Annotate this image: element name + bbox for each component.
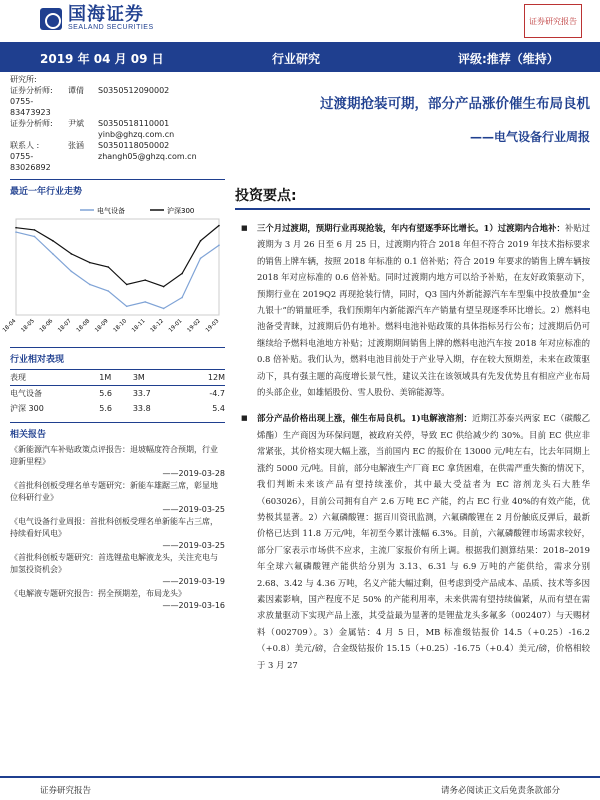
contact-row bbox=[10, 129, 225, 140]
perf-header-row bbox=[10, 370, 225, 386]
perf-row bbox=[10, 386, 225, 402]
perf-cell: 33.8 bbox=[132, 404, 151, 413]
main-content bbox=[235, 74, 590, 673]
perf-header-cell: 12M bbox=[180, 370, 225, 386]
contact-name bbox=[68, 151, 98, 173]
series-line bbox=[16, 232, 219, 308]
x-tick-label: 18-12 bbox=[149, 318, 166, 334]
company-logo bbox=[40, 6, 154, 31]
perf-cell: 33.7 bbox=[132, 389, 151, 398]
perf-cell: -4.7 bbox=[209, 389, 225, 398]
perf-cell: 5.6 bbox=[99, 389, 112, 398]
x-tick-label: 18-05 bbox=[20, 318, 36, 334]
legend-label: 电气设备 bbox=[97, 207, 125, 215]
related-report-date: ——2019-03-19 bbox=[162, 577, 225, 586]
contact-row bbox=[10, 85, 225, 96]
data-point bbox=[34, 229, 36, 231]
contact-row bbox=[10, 96, 225, 118]
x-tick-label: 18-10 bbox=[112, 318, 129, 334]
key-points-heading: 投资要点: bbox=[235, 185, 590, 210]
related-report-item[interactable] bbox=[10, 552, 225, 588]
x-tick-label: 18-06 bbox=[38, 318, 55, 334]
x-tick-label: 18-11 bbox=[131, 318, 147, 334]
data-point bbox=[107, 266, 109, 268]
footer-left: 证券研究报告 bbox=[40, 786, 92, 796]
related-report-title: 《新能源汽车补贴政策点评报告：退坡幅度符合预期，行业迎新里程》 bbox=[10, 445, 218, 466]
contact-name: 谭倩 bbox=[68, 86, 84, 95]
contact-name: 张涵 bbox=[68, 141, 84, 150]
data-point bbox=[163, 308, 165, 310]
contact-row bbox=[10, 74, 225, 85]
related-report-item[interactable] bbox=[10, 516, 225, 552]
related-report-title: 《电解液专题研究报告：拐全预期差，布局龙头》 bbox=[10, 589, 186, 598]
data-point bbox=[52, 253, 54, 255]
data-point bbox=[15, 227, 17, 229]
perf-header-cell: 1M bbox=[99, 370, 133, 386]
perf-row bbox=[10, 401, 225, 416]
related-report-item[interactable] bbox=[10, 444, 225, 480]
stamp-text: 证券研究报告 bbox=[529, 17, 577, 26]
divider bbox=[10, 422, 225, 423]
related-report-date: ——2019-03-25 bbox=[162, 505, 225, 514]
contact-role bbox=[10, 129, 68, 140]
related-title: 相关报告 bbox=[10, 430, 47, 440]
perf-cell: 5.6 bbox=[99, 404, 112, 413]
page-footer bbox=[0, 776, 600, 800]
related-report-date: ——2019-03-28 bbox=[162, 469, 225, 478]
perf-cell: 电气设备 bbox=[10, 389, 42, 398]
related-report-title: 《电气设备行业周报：首批科创板受理名单新能车占三席，持续看好风电》 bbox=[10, 517, 218, 538]
company-name-en: SEALAND SECURITIES bbox=[68, 24, 154, 31]
data-point bbox=[107, 290, 109, 292]
footer-right: 请务必阅读正文后免责条款部分 bbox=[440, 786, 560, 796]
company-name-cn: 国海证券 bbox=[68, 4, 144, 25]
data-point bbox=[126, 305, 128, 307]
legend-label: 沪深300 bbox=[167, 207, 195, 215]
related-report-item[interactable] bbox=[10, 588, 225, 612]
data-point bbox=[163, 286, 165, 288]
perf-cell: 5.4 bbox=[212, 404, 225, 413]
perf-header-cell: 表现 bbox=[10, 370, 99, 386]
bullet-text: 近期江苏泰兴两家 EC（碳酸乙烯酯）生产商因为环保问题，被政府关停，导致 EC 供给减少约 30%。目前 EC 供应非常紧张，其价格实现大幅上涨，当前国内 EC 的报价在 13000 元/吨左右，比去年同期上涨约 5000 元/吨。目前，部分电解液生产厂商 EC 拿货困难，在供需严重失衡的情况下，我们判断未来该产品有望持续涨价，其中最大受益者为 EC 溶剂龙头石大胜华（603026），目前公司拥有自产 2.6 万吨 EC 产能，约占 EC 行业 40%的有效产能，优势极其显著。2）六氟磷酸锂：据百川资讯监测，六氟磷酸锂在 2 月份触底反弹后，最新价格已达到 11.8 万元/吨，年初至今累计涨幅 6.3%。目前，六氟磷酸锂市场需求较好，部分厂家表示市场供不应求，主流厂家报价有所上调。根据我们测算结果：2018–2019 年全球六氟磷酸锂产能供给分别为 3.13、6.31 与 6.9 万吨的产能供给，需求分别 2.68、3.42 与 4.36 万吨，名义产能大幅过剩，但考虑到受产品成本、品质、技术等多因素因素影响，国产程度不足 50% 的产能利用率，未来供需有望持续偏紧，从而有望在需求放量驱动下实现产品上涨，其受益最为显著的是锂盐龙头多氟多（002407）与天赐材料（002709）。3）金属钴：4 月 5 日，MB 标准级钴报价 14.5（+0.25）-16.2（+0.8）美元/磅，合金级钴报价 15.15（+0.25）-16.75（+0.4）美元/磅，价格相较于 3 月 27 bbox=[257, 413, 590, 670]
contacts-block bbox=[10, 74, 225, 173]
related-report-title: 《首批科创板专题研究：首选锂盐电解液龙头，关注充电与加氢投资机会》 bbox=[10, 553, 218, 574]
perf-title: 行业相对表现 bbox=[10, 355, 65, 365]
perf-table bbox=[10, 369, 225, 416]
left-sidebar bbox=[1, 74, 225, 612]
contact-name bbox=[68, 74, 98, 85]
data-point bbox=[15, 231, 17, 233]
x-tick-label: 18-07 bbox=[57, 318, 73, 334]
key-point-bullet bbox=[235, 220, 590, 400]
data-point bbox=[71, 271, 73, 273]
plot-frame bbox=[16, 219, 219, 315]
logo-mark-icon bbox=[40, 8, 62, 30]
contact-name bbox=[68, 96, 98, 118]
contact-role: 0755-83473923 bbox=[10, 97, 51, 117]
data-point bbox=[218, 225, 220, 227]
divider bbox=[10, 347, 225, 348]
series-line bbox=[16, 226, 219, 287]
trend-title: 最近一年行业走势 bbox=[10, 187, 83, 197]
contact-row bbox=[10, 140, 225, 151]
key-point-bullet bbox=[235, 410, 590, 673]
related-report-date: ——2019-03-16 bbox=[162, 601, 225, 610]
data-point bbox=[34, 236, 36, 238]
trend-chart-svg bbox=[1, 201, 225, 341]
perf-cell: 沪深 300 bbox=[10, 404, 44, 413]
perf-header-cell: 3M bbox=[133, 370, 180, 386]
related-report-date: ——2019-03-25 bbox=[162, 541, 225, 550]
bullet-text: 补贴过渡期为 3 月 26 日至 6 月 25 日，过渡期内符合 2018 年但不符合 2019 年技术指标要求的销售上牌车辆，按照 2018 年标准的 0.1 倍补贴；符合 2019 年要求的销售上牌车辆按 2018 年对应标准的 0.6 倍补贴。同时过渡期内地方可以给予补贴，在友好政策驱动下，预期行业在 2019Q2 再现抢装行情，同时，Q3 国内外新能源汽车车型集中投放叠加“金九银十”的销量旺季，我们预期年内新能源汽车产销量有望呈现逐季环比增长。2）燃料电池备受青睐，过渡期后仍有地补。燃料电池补贴政策的具体指标另行公布；过渡期后仍可继续给予燃料电池地方补贴；过渡期期间销售上牌的燃料电池汽车按 2018 年对应标准的 0.8 倍补贴。我们认为，燃料电池目前处于产业导入期，存在较大预期差，未来在政策驱动下，具有强主题的高度增长景气性，建议关注在该领域具有先发优势且有相应产业布局的头部企业，如雄韬股份、雪人股份、美锦能源等。 bbox=[257, 223, 590, 398]
info-band bbox=[0, 42, 600, 72]
contact-id: zhangh05@ghzq.com.cn bbox=[98, 152, 197, 161]
contact-name: 尹斌 bbox=[68, 119, 84, 128]
data-point bbox=[181, 297, 183, 299]
x-tick-label: 18-08 bbox=[75, 318, 92, 334]
contact-role: 联系人 : bbox=[10, 141, 40, 150]
contact-id: yinb@ghzq.com.cn bbox=[98, 130, 175, 139]
contact-role: 0755-83026892 bbox=[10, 152, 51, 172]
bullet-lead: 部分产品价格出现上涨，催生布局良机。1)电解液溶剂： bbox=[257, 413, 473, 424]
x-tick-label: 19-02 bbox=[186, 318, 202, 334]
contact-id: S0350512090002 bbox=[98, 86, 170, 95]
data-point bbox=[89, 262, 91, 264]
x-tick-label: 18-04 bbox=[1, 318, 18, 334]
data-point bbox=[200, 257, 202, 259]
data-point bbox=[200, 240, 202, 242]
x-tick-label: 19-01 bbox=[167, 318, 184, 334]
data-point bbox=[218, 244, 220, 246]
data-point bbox=[181, 273, 183, 275]
data-point bbox=[89, 284, 91, 286]
x-tick-label: 19-03 bbox=[204, 318, 221, 334]
trend-chart bbox=[1, 201, 225, 341]
data-point bbox=[144, 279, 146, 281]
contact-role: 证券分析师: bbox=[10, 119, 53, 128]
contact-role: 证券分析师: bbox=[10, 86, 53, 95]
contact-row bbox=[10, 118, 225, 129]
data-point bbox=[71, 253, 73, 255]
report-date: 2019 年 04 月 09 日 bbox=[40, 52, 164, 66]
report-category: 行业研究 bbox=[272, 52, 321, 66]
report-title: 过渡期抢装可期，部分产品涨价催生布局良机 bbox=[320, 96, 590, 112]
contact-row bbox=[10, 151, 225, 173]
report-rating: 评级:推荐（维持） bbox=[458, 52, 559, 66]
report-stamp bbox=[524, 4, 582, 38]
data-point bbox=[126, 284, 128, 286]
contact-name bbox=[68, 129, 98, 140]
divider bbox=[10, 179, 225, 180]
contact-role: 研究所: bbox=[10, 75, 37, 84]
related-report-title: 《首批科创板受理名单专题研究：新能车雄踞三席，彰显地位科研行业》 bbox=[10, 481, 218, 502]
page-header bbox=[0, 0, 600, 40]
contact-id: S0350118050002 bbox=[98, 141, 170, 150]
x-tick-label: 18-09 bbox=[94, 318, 110, 334]
related-reports-list bbox=[10, 444, 225, 612]
bullet-lead: 三个月过渡期，预期行业再现抢装，年内有望逐季环比增长。1）过渡期内合地补： bbox=[257, 223, 565, 233]
data-point bbox=[52, 240, 54, 242]
related-report-item[interactable] bbox=[10, 480, 225, 516]
contact-id: S0350518110001 bbox=[98, 119, 170, 128]
report-subtitle: ——电气设备行业周报 bbox=[469, 130, 590, 144]
data-point bbox=[144, 301, 146, 303]
